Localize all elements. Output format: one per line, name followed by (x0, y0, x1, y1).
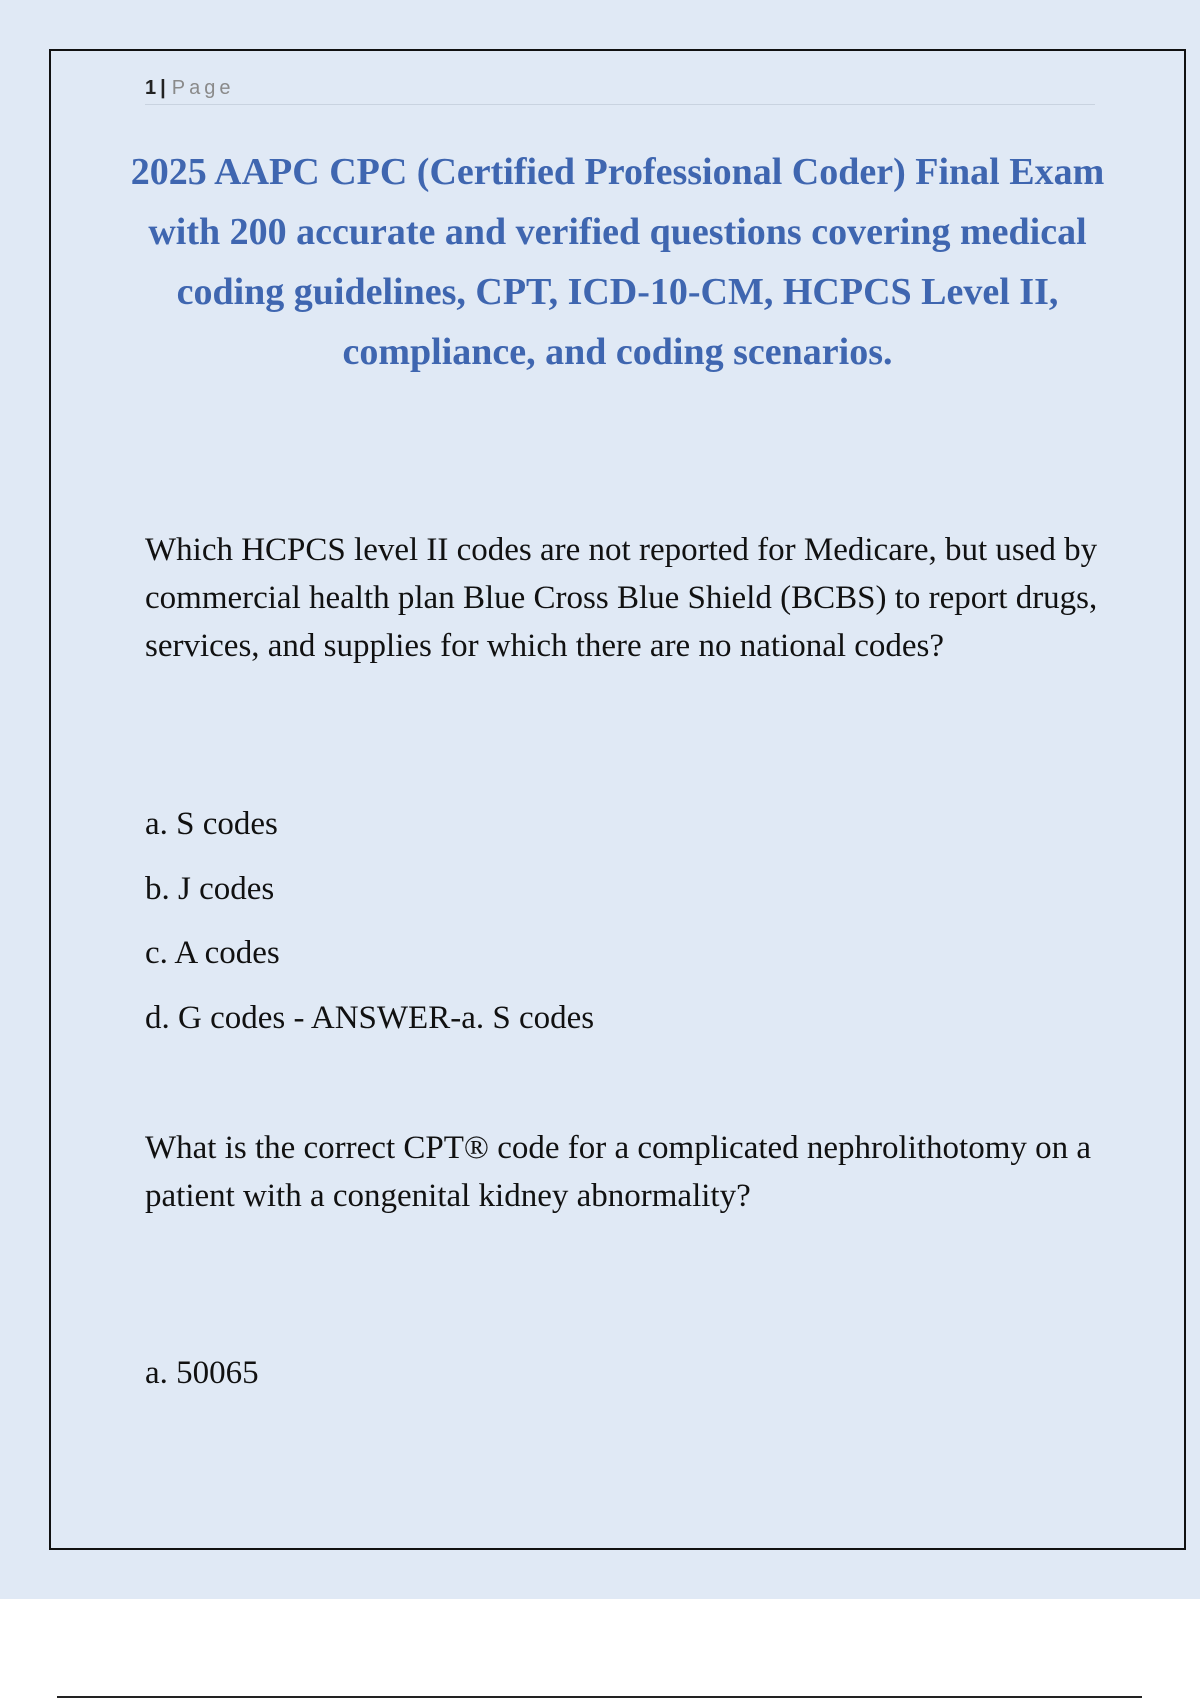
document-title: 2025 AAPC CPC (Certified Professional Coder) Final Exam with 200 accurate and verified questions covering medical coding guidelines, CPT, ICD-10-CM, HCPCS Level II, compliance, and coding scenarios. (130, 151, 1105, 373)
question-1-option-b: b. J codes (145, 871, 275, 907)
page-number: 1 (145, 77, 157, 99)
header-separator: | (160, 77, 166, 99)
question-2-text: What is the correct CPT® code for a complicated nephrolithotomy on a patient with a congenital kidney abnormality? (145, 1130, 1092, 1214)
question-1-option-a: a. S codes (145, 806, 278, 842)
page-label: Page (171, 77, 235, 99)
question-2-option-a: a. 50065 (145, 1355, 259, 1391)
question-1-text: Which HCPCS level II codes are not reported for Medicare, but used by commercial health plan Blue Cross Blue Shield (BCBS) to report drugs, services, and supplies for which there are no national codes? (145, 532, 1098, 664)
question-1-option-c: c. A codes (145, 935, 280, 971)
page-header (145, 74, 1095, 105)
footer-divider (57, 1696, 1142, 1698)
question-1-option-d-answer: d. G codes - ANSWER-a. S codes (145, 1000, 595, 1036)
